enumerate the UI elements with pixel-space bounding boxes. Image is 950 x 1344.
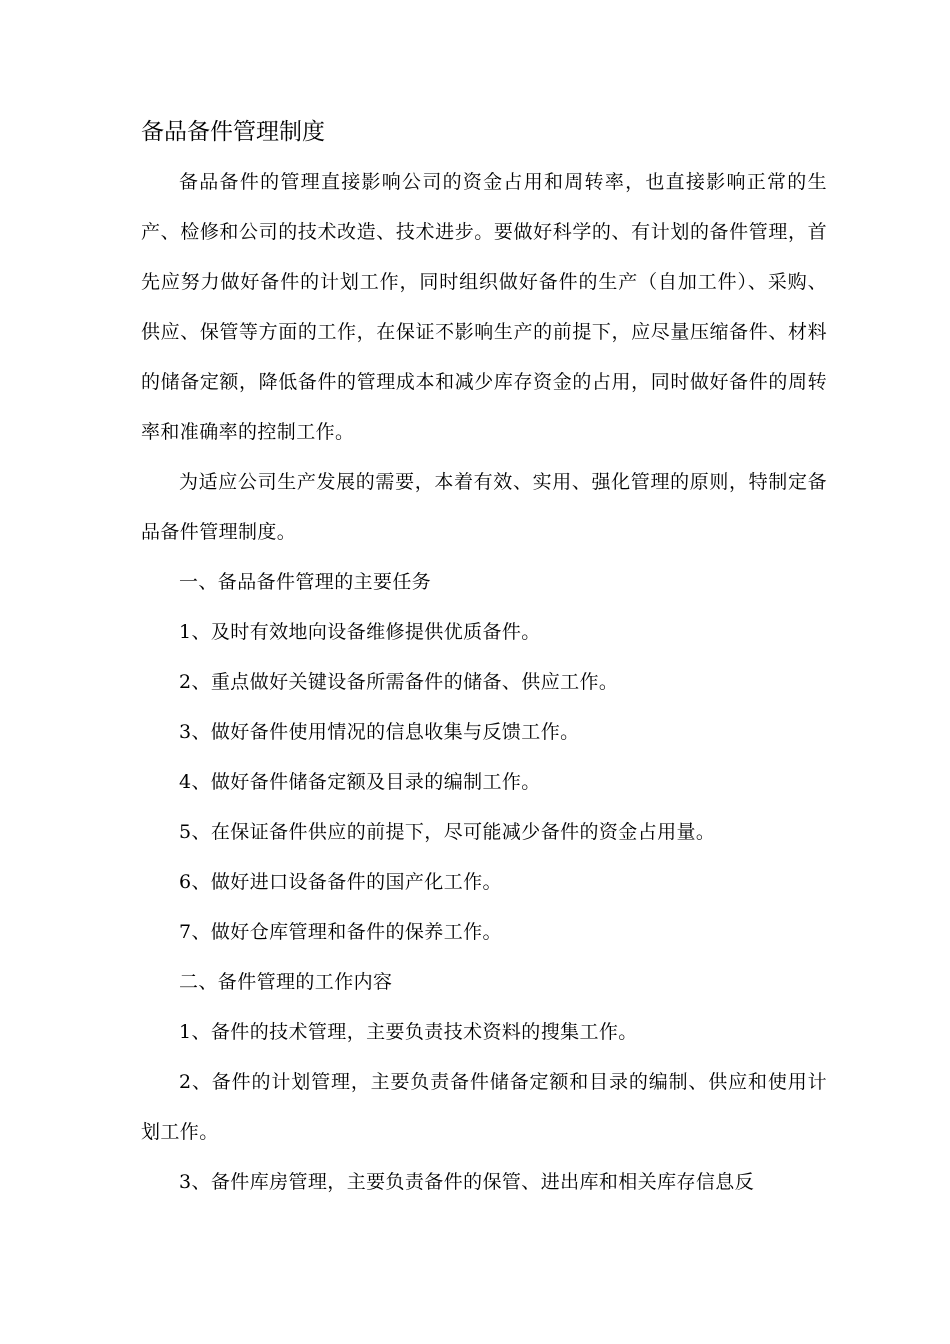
list-item: 3、备件库房管理，主要负责备件的保管、进出库和相关库存信息反 [179, 1171, 755, 1193]
paragraph-intro: 备品备件的管理直接影响公司的资金占用和周转率，也直接影响正常的生产、检修和公司的技术改造、技术进步。要做好科学的、有计划的备件管理，首先应努力做好备件的计划工作，同时组织做好备件的生产（自加工件）、采购、供应、保管等方面的工作，在保证不影响生产的前提下，应尽量压缩备件、材料的储备定额，降低备件的管理成本和减少库存资金的占用，同时做好备件的周转率和准确率的控制工作。 [141, 171, 827, 443]
list-item: 1、备件的技术管理，主要负责技术资料的搜集工作。 [179, 1021, 638, 1043]
list-item: 4、做好备件储备定额及目录的编制工作。 [179, 771, 541, 793]
list-item: 3、做好备件使用情况的信息收集与反馈工作。 [179, 721, 580, 743]
list-item: 2、重点做好关键设备所需备件的储备、供应工作。 [179, 671, 619, 693]
document-body [141, 157, 827, 1207]
document-title: 备品备件管理制度 [141, 119, 325, 145]
list-item: 7、做好仓库管理和备件的保养工作。 [179, 921, 502, 943]
section-heading-1: 一、备品备件管理的主要任务 [179, 571, 432, 593]
list-item: 6、做好进口设备备件的国产化工作。 [179, 871, 502, 893]
list-item: 1、及时有效地向设备维修提供优质备件。 [179, 621, 541, 643]
list-item: 2、备件的计划管理，主要负责备件储备定额和目录的编制、供应和使用计划工作。 [141, 1071, 827, 1143]
paragraph-purpose: 为适应公司生产发展的需要，本着有效、实用、强化管理的原则，特制定备品备件管理制度。 [141, 471, 827, 543]
section-heading-2: 二、备件管理的工作内容 [179, 971, 393, 993]
list-item: 5、在保证备件供应的前提下，尽可能减少备件的资金占用量。 [179, 821, 716, 843]
